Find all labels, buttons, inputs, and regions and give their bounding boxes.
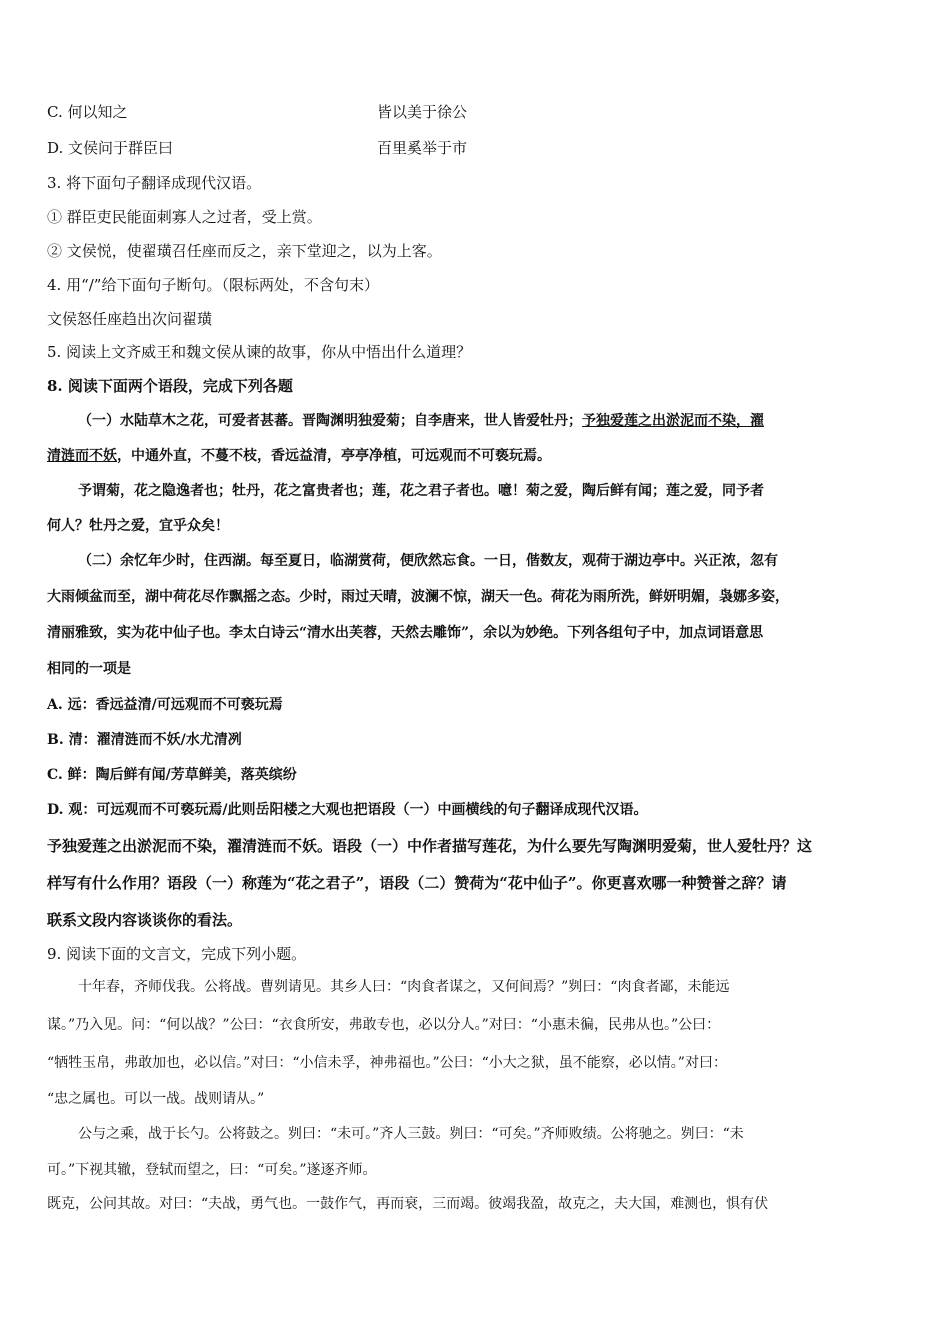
q3-sentence-1: ① 群臣吏民能面刺寡人之过者，受上赏。	[47, 208, 322, 226]
q2-option-c-left: C. 何以知之	[47, 103, 128, 121]
q8-title: 8. 阅读下面两个语段，完成下列各题	[47, 377, 293, 395]
q3-sentence-2: ② 文侯悦，使翟璜召任座而反之，亲下堂迎之，以为上客。	[47, 242, 442, 260]
q8-underlined-sentence-part1: 予独爱莲之出淤泥而不染，濯	[582, 413, 764, 429]
q9-title: 9. 阅读下面的文言文，完成下列小题。	[47, 945, 307, 963]
q9-passage-line7: 既克，公问其故。对曰：“夫战，勇气也。一鼓作气，再而衰，三而竭。彼竭我盈，故克之，夫大国，难测也，惧有伏	[47, 1196, 769, 1212]
q8-option-d: D. 观：可远观而不可亵玩焉/此则岳阳楼之大观也把语段（一）中画横线的句子翻译成现代汉语。	[47, 802, 648, 818]
q8-question-line2: 样写有什么作用？语段（一）称莲为“花之君子”，语段（二）赞荷为“花中仙子”。你更喜欢哪一种赞誉之辞？请	[47, 874, 787, 892]
q9-passage-line2: 谋。”乃入见。问：“何以战？”公曰：“衣食所安，弗敢专也，必以分人。”对曰：“小惠未徧，民弗从也。”公曰：	[47, 1017, 721, 1033]
q2-option-c-row	[47, 102, 468, 122]
q2-option-c-right: 皆以美于徐公	[377, 103, 468, 121]
q8-option-c: C. 鲜：陶后鲜有闻/芳草鲜美，落英缤纷	[47, 767, 297, 783]
q8-question-line1: 予独爱莲之出淤泥而不染，濯清涟而不妖。语段（一）中作者描写莲花，为什么要先写陶渊明爱菊，世人爱牡丹？这	[47, 837, 813, 855]
q9-passage-line4: “忠之属也。可以一战。战则请从。”	[47, 1091, 265, 1107]
q3-prompt: 3. 将下面句子翻译成现代汉语。	[47, 174, 262, 192]
q9-passage-line5: 公与之乘，战于长勺。公将鼓之。刿曰：“未可。”齐人三鼓。刿曰：“可矣。”齐师败绩。公将驰之。刿曰：“未	[78, 1126, 744, 1142]
q8-passage1-line3: 予谓菊，花之隐逸者也；牡丹，花之富贵者也；莲，花之君子者也。噫！菊之爱，陶后鲜有闻；莲之爱，同予者	[78, 483, 764, 499]
q8-passage1-line4: 何人？牡丹之爱，宜乎众矣！	[47, 518, 229, 534]
q8-option-b: B. 清：濯清涟而不妖/水尤清冽	[47, 732, 242, 748]
q8-option-a: A. 远：香远益清/可远观而不可亵玩焉	[47, 697, 283, 713]
q4-sentence: 文侯怒任座趋出次问翟璜	[47, 310, 213, 328]
q2-option-d-left: D. 文侯问于群臣曰	[47, 139, 174, 157]
q9-passage-line1: 十年春，齐师伐我。公将战。曹刿请见。其乡人曰：“肉食者谋之，又何间焉？”刿曰：“肉食者鄙，未能远	[78, 979, 730, 995]
q9-passage-line3: “牺牲玉帛，弗敢加也，必以信。”对曰：“小信未孚，神弗福也。”公曰：“小大之狱，虽不能察，必以情。”对曰：	[47, 1055, 727, 1071]
q8-underlined-sentence-part2: 清涟而不妖	[47, 448, 117, 464]
q8-passage1-line1-plain: （一）水陆草木之花，可爱者甚蕃。晋陶渊明独爱菊；自李唐来，世人皆爱牡丹；	[78, 413, 582, 429]
q8-passage1-line2-plain: ，中通外直，不蔓不枝，香远益清，亭亭净植，可远观而不可亵玩焉。	[117, 448, 551, 464]
q8-question-line3: 联系文段内容谈谈你的看法。	[47, 911, 243, 929]
q2-option-d-row	[47, 138, 468, 158]
q2-option-d-right: 百里奚举于市	[377, 139, 468, 157]
q8-passage1-line1	[78, 411, 764, 431]
q5-prompt: 5. 阅读上文齐威王和魏文侯从谏的故事，你从中悟出什么道理？	[47, 343, 472, 361]
q8-passage1-line2	[47, 446, 551, 466]
q8-passage2-line3: 清丽雅致，实为花中仙子也。李太白诗云“清水出芙蓉，天然去雕饰”，余以为妙绝。下列各组句子中，加点词语意思	[47, 625, 764, 641]
q4-prompt: 4. 用“/”给下面句子断句。（限标两处，不含句末）	[47, 276, 379, 294]
q8-passage2-line4: 相同的一项是	[47, 661, 131, 677]
q8-passage2-line2: 大雨倾盆而至，湖中荷花尽作飘摇之态。少时，雨过天晴，波澜不惊，湖天一色。荷花为雨所洗，鲜妍明媚，袅娜多姿，	[47, 589, 789, 605]
q9-passage-line6: 可。”下视其辙，登轼而望之，曰：“可矣。”遂逐齐师。	[47, 1162, 377, 1178]
q8-passage2-line1: （二）余忆年少时，住西湖。每至夏日，临湖赏荷，便欣然忘食。一日，偕数友，观荷于湖边亭中。兴正浓，忽有	[78, 553, 778, 569]
